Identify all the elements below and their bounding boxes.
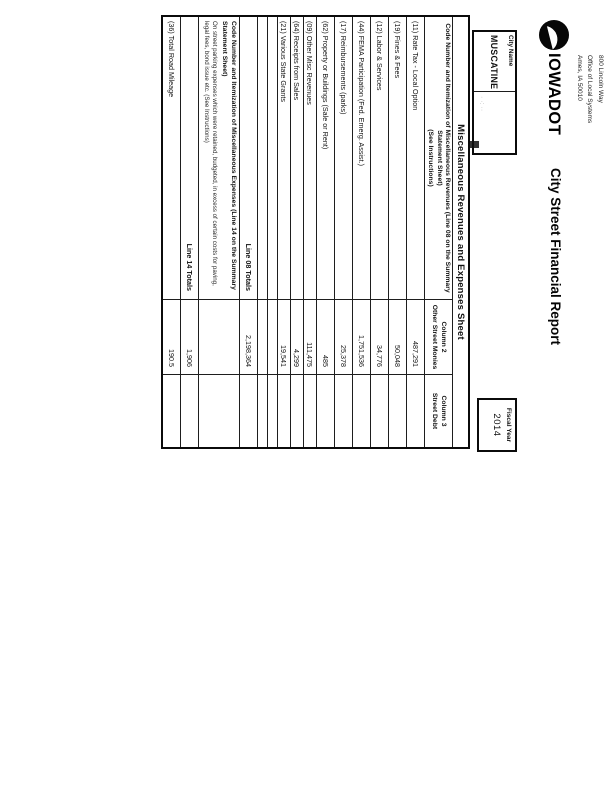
row-col2-value: 19,541	[278, 300, 290, 375]
column2-header-line1: Column 2	[440, 321, 447, 353]
row-label: (12) Labor & Services	[371, 17, 388, 300]
row-col2-value: 111,475	[304, 300, 316, 375]
iowa-dot-wordmark: IOWADOT	[545, 53, 563, 136]
row-label: (17) Reimbursements (parks)	[335, 17, 352, 300]
row-col3-value	[389, 375, 406, 447]
column3-header-cell	[425, 375, 452, 447]
row-col2-value: 1,751,536	[353, 300, 370, 375]
address-line: Office of Local Systems	[586, 55, 594, 124]
revenues-header-cell	[425, 17, 452, 300]
table-row	[317, 17, 335, 447]
line14-totals-row	[181, 17, 199, 447]
row-label: (09) Other Misc Revenues	[304, 17, 316, 300]
table-row	[353, 17, 371, 447]
column2-header-line2: Other Street Monies	[431, 304, 439, 370]
expenses-header-row	[199, 17, 240, 447]
row-col3-value	[353, 375, 370, 447]
misc-revenues-expenses-table	[161, 15, 470, 449]
blank-row	[268, 17, 278, 447]
row-col3-value	[317, 375, 334, 447]
page-title: City Street Financial Report	[548, 168, 563, 346]
expenses-header-line: Code Number and Itemization of Miscellaneous Expenses (Line 14 on the Summary Statement Sheet)	[221, 21, 237, 290]
line14-totals-label: Line 14 Totals	[181, 17, 198, 300]
city-name-box	[472, 30, 517, 155]
line08-totals-value: 2,198,364	[240, 300, 257, 375]
city-name-label: City Name	[501, 32, 515, 92]
road-mileage-row	[163, 17, 181, 447]
row-label: (44) FEMA Participation (Fed. Emerg. Assist.)	[353, 17, 370, 300]
row-col3-value	[291, 375, 303, 447]
revenues-header-line2: (See Instructions)	[427, 129, 435, 187]
address-line: Ames, IA 50010	[576, 55, 583, 101]
column3-header-line1: Column 3	[440, 395, 447, 427]
scan-artifact	[469, 141, 479, 148]
row-col3-value	[371, 375, 388, 447]
letterhead-address	[574, 55, 606, 123]
fiscal-year-label: Fiscal Year	[505, 407, 512, 443]
table-header-row	[425, 17, 453, 447]
row-label: (19) Fines & Fees	[389, 17, 406, 300]
fiscal-year-value: 2014	[491, 413, 502, 437]
row-col2-value: 25,378	[335, 300, 352, 375]
table-row	[291, 17, 304, 447]
row-col2-value: 4,299	[291, 300, 303, 375]
table-title: Miscellaneous Revenues and Expenses Sheet	[455, 124, 466, 340]
expenses-header-cell	[199, 17, 239, 300]
city-name-value: MUSCATINE	[474, 32, 501, 92]
table-row	[371, 17, 389, 447]
line14-totals-value: 1,906	[181, 300, 198, 375]
city-box-scan-marks: · ·: ··	[478, 96, 485, 112]
row-col2-value: 485	[317, 300, 334, 375]
column2-header-cell	[425, 300, 452, 375]
table-row	[278, 17, 291, 447]
table-row	[335, 17, 353, 447]
row-col2-value: 50,048	[389, 300, 406, 375]
row-label: (21) Various State Grants	[278, 17, 290, 300]
row-label: (64) Receipts from Sales	[291, 17, 303, 300]
row-col2-value: 34,776	[371, 300, 388, 375]
fiscal-year-box	[477, 398, 517, 452]
line08-totals-row	[240, 17, 258, 447]
iowa-dot-logo-icon	[539, 20, 569, 50]
expenses-note: On street parking expenses which were retained, budgeted, in excess of certain costs for paving, legal fees, bond issue etc. (See Instructions)	[203, 21, 218, 286]
row-col3-value	[407, 375, 424, 447]
row-col2-value: 487,291	[407, 300, 424, 375]
revenues-header-line1: Code Number and Itemization of Miscellaneous Revenues (Line 08 on the Summary Statement Sheet)	[435, 23, 452, 293]
row-col3-value	[278, 375, 290, 447]
table-row	[389, 17, 407, 447]
table-row	[304, 17, 317, 447]
blank-row	[258, 17, 268, 447]
column3-header-line2: Street Debt	[431, 392, 439, 430]
road-mileage-value: 190.5	[163, 300, 180, 375]
row-col3-value	[335, 375, 352, 447]
table-row	[407, 17, 425, 447]
address-line: 800 Lincoln Way	[597, 55, 604, 103]
line08-totals-label: Line 08 Totals	[240, 17, 257, 300]
row-col3-value	[304, 375, 316, 447]
row-label: (11) Rate Tax - Local Option	[407, 17, 424, 300]
row-label: (62) Property or Buildings (Sale or Rent)	[317, 17, 334, 300]
road-mileage-label: (36) Total Road Mileage	[163, 17, 180, 300]
